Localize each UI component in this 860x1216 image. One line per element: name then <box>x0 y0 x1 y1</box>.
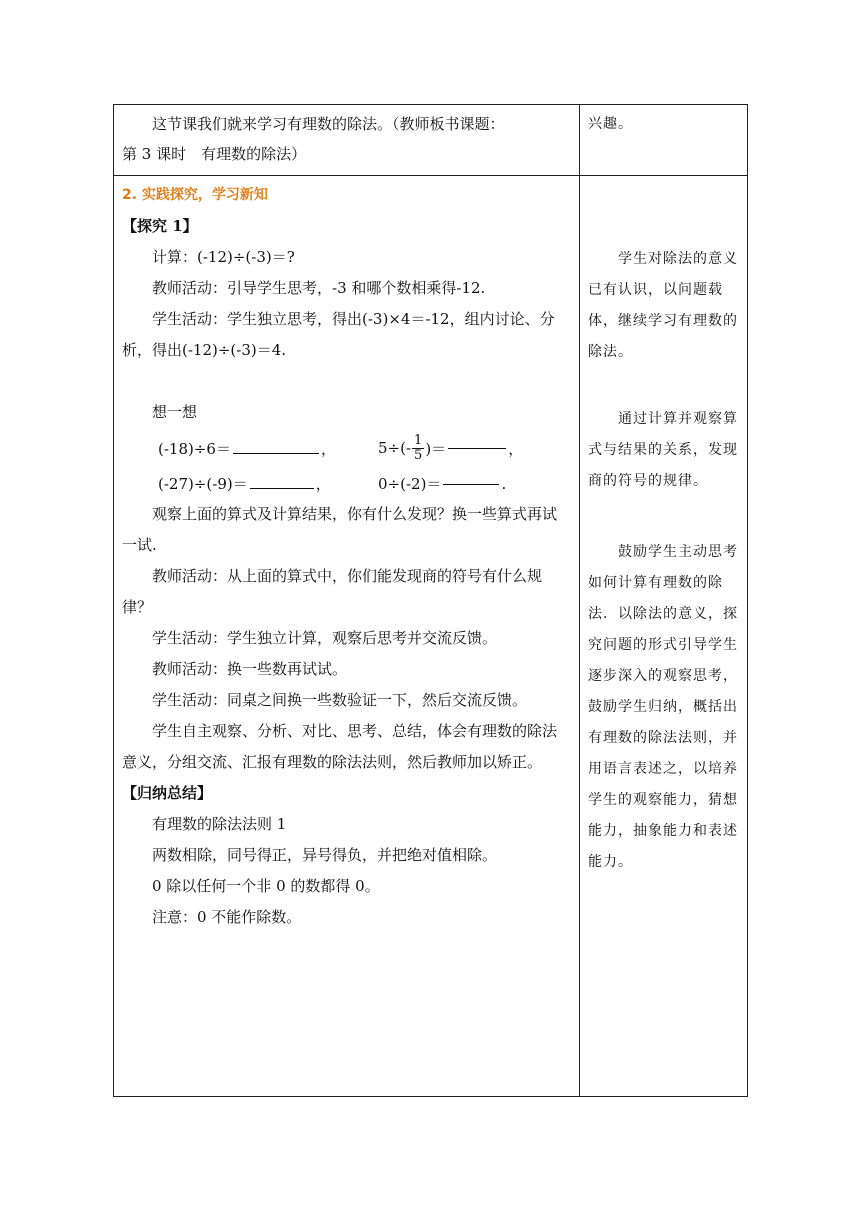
lesson-topic-line: 第 3 课时 有理数的除法） <box>122 145 307 163</box>
equation-2-right: 0÷(-2)＝ . <box>378 474 507 493</box>
teacher-activity-1: 教师活动：引导学生思考，-3 和哪个数相乘得-12. <box>152 279 486 297</box>
section-heading: 2. 实践探究，学习新知 <box>122 187 268 203</box>
side-note-interest: 兴趣。 <box>588 116 633 132</box>
think-label: 想一想 <box>152 403 198 421</box>
self-observation-paragraph: 学生自主观察、分析、对比、思考、总结，体会有理数的除法意义，分组交流、汇报有理数的除法法则，然后教师加以矫正。 <box>122 722 558 771</box>
answer-blank <box>233 452 319 454</box>
teaching-process-cell <box>114 176 580 1097</box>
side-note-2: 通过计算并观察算式与结果的关系，发现商的符号的规律。 <box>588 411 738 489</box>
equation-1-left: (-18)÷6＝ ， <box>158 439 336 458</box>
intro-line: 这节课我们就来学习有理数的除法。（教师板书课题： <box>152 115 505 133</box>
side-note-1: 学生对除法的意义已有认识，以问题载体，继续学习有理数的除法。 <box>588 251 738 360</box>
rule-2: 0 除以任何一个非 0 的数都得 0。 <box>152 877 380 895</box>
equation-row-2 <box>114 468 579 499</box>
design-intent-cell <box>580 105 748 176</box>
teacher-activity-3: 教师活动：换一些数再试试。 <box>152 660 348 678</box>
calc-prompt: 计算：(-12)÷(-3)＝? <box>152 248 295 266</box>
table-row <box>114 105 748 176</box>
fraction-one-fifth: $\frac{1}{5}$ <box>414 432 423 463</box>
design-intent-cell <box>580 176 748 1097</box>
teaching-process-cell <box>114 105 580 176</box>
answer-blank <box>443 483 499 485</box>
answer-blank <box>448 447 506 449</box>
explore-1-label: 【探究 1】 <box>122 217 198 235</box>
equation-row-1 <box>114 428 579 468</box>
student-activity-2: 学生活动：学生独立计算，观察后思考并交流反馈。 <box>152 629 498 647</box>
side-note-3: 鼓励学生主动思考如何计算有理数的除法．以除法的意义，探究问题的形式引导学生逐步深入的观察思考，鼓励学生归纳，概括出有理数的除法法则，并用语言表述之，以培养学生的观察能力，猜想能力，抽象能力和表述能力。 <box>588 544 738 870</box>
lesson-plan-table <box>113 104 748 1097</box>
student-activity-3: 学生活动：同桌之间换一些数验证一下，然后交流反馈。 <box>152 691 528 709</box>
answer-blank <box>250 487 314 489</box>
teacher-activity-2: 教师活动：从上面的算式中，你们能发现商的符号有什么规律？ <box>122 567 543 616</box>
note: 注意：0 不能作除数。 <box>152 908 302 926</box>
student-activity-1: 学生活动：学生独立思考，得出(-3)×4＝-12，组内讨论、分析，得出(-12)÷(-3)＝4. <box>122 310 555 359</box>
equation-1-right: 5÷(- $\frac{1}{5}$ )＝ ， <box>378 432 524 463</box>
equation-2-left: (-27)÷(-9)＝ ， <box>158 475 331 493</box>
rule-title: 有理数的除法法则 1 <box>152 815 287 833</box>
table-row <box>114 176 748 1097</box>
observe-prompt: 观察上面的算式及计算结果，你有什么发现？换一些算式再试一试. <box>122 505 558 554</box>
rule-1: 两数相除，同号得正，异号得负，并把绝对值相除。 <box>152 846 498 864</box>
summary-label: 【归纳总结】 <box>122 784 213 802</box>
